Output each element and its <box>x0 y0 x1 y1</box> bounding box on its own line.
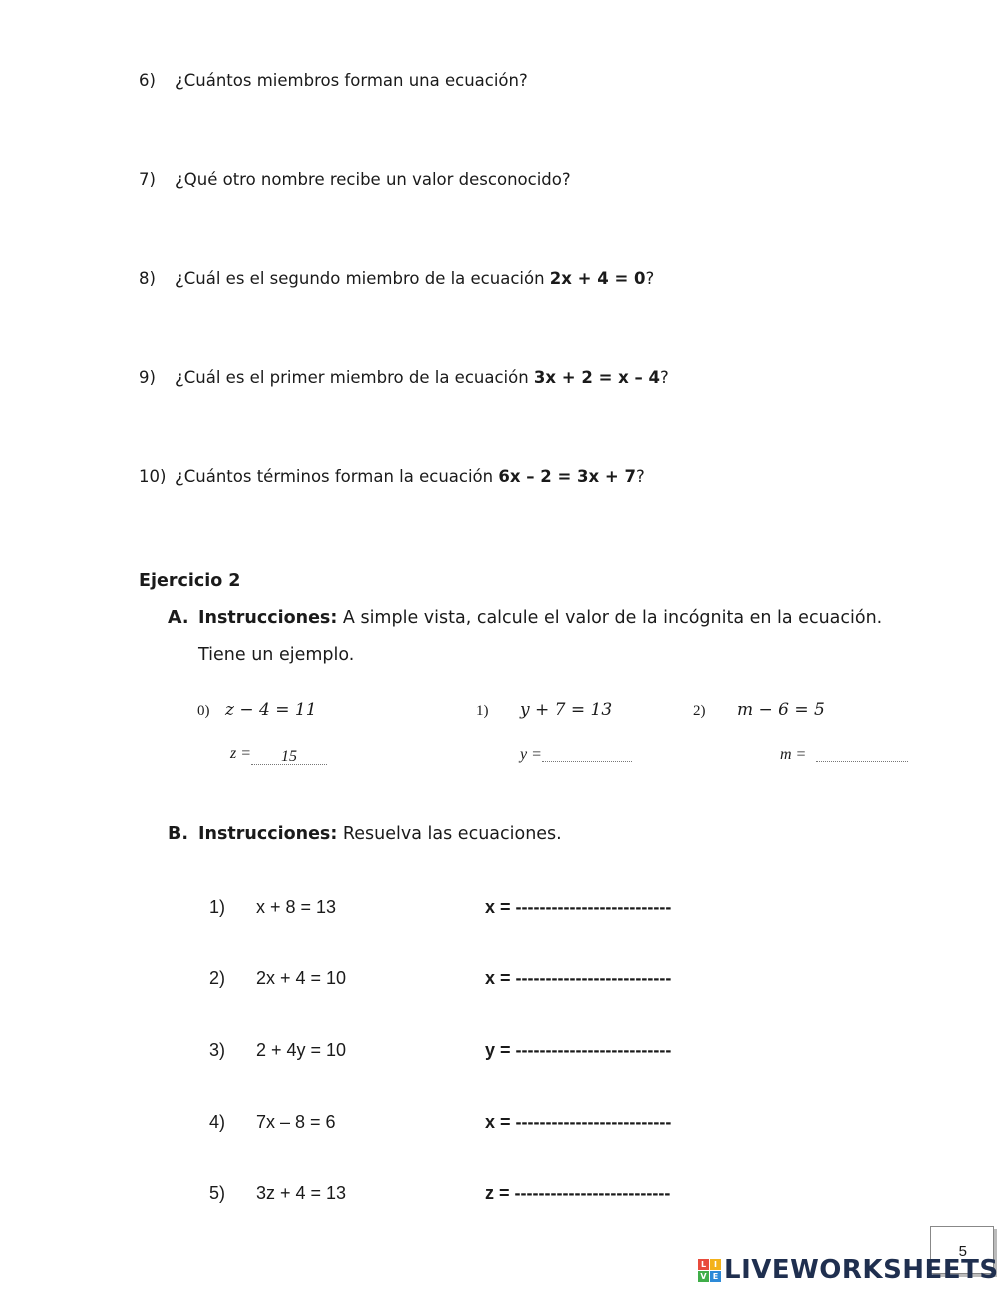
logo-cubes-icon <box>698 1259 721 1282</box>
example-equation: z − 4 = 11 <box>225 700 317 720</box>
question-text: ¿Qué otro nombre recibe un valor desconocido? <box>175 170 571 189</box>
answer-variable-label: z = <box>230 745 252 762</box>
equation-number: 1) <box>209 897 226 917</box>
question-number: 7) <box>139 170 156 189</box>
question-mark: ? <box>635 467 645 486</box>
equation-text: x + 8 = 13 <box>256 897 337 917</box>
question-text: ¿Cuál es el primer miembro de la ecuación <box>175 368 534 387</box>
logo-cube-l: L <box>698 1259 709 1270</box>
instructions-text-line2: Tiene un ejemplo. <box>198 645 355 665</box>
question-number: 6) <box>139 71 156 90</box>
question-equation: 2x + 4 = 0 <box>549 269 646 288</box>
question-number: 8) <box>139 269 156 288</box>
answer-line[interactable]: x = -------------------------- <box>485 1112 672 1132</box>
page-number: 5 <box>958 1243 967 1260</box>
instructions-letter: B. <box>168 824 188 844</box>
answer-variable-label: m = <box>780 746 807 763</box>
equation-number: 3) <box>209 1040 226 1060</box>
exercise-title: Ejercicio 2 <box>139 571 241 591</box>
question-equation: 3x + 2 = x – 4 <box>533 368 661 387</box>
question-equation: 6x – 2 = 3x + 7 <box>498 467 636 486</box>
logo-cube-i: I <box>710 1259 721 1270</box>
example-number: 1) <box>476 703 489 719</box>
equation-number: 4) <box>209 1112 226 1132</box>
answer-variable-label: y = <box>520 746 542 763</box>
question-mark: ? <box>645 269 655 288</box>
question-10 <box>139 467 645 487</box>
instructions-text: Resuelva las ecuaciones. <box>337 824 562 844</box>
question-7 <box>139 170 571 190</box>
instructions-a <box>168 600 882 674</box>
example-0 <box>197 700 317 720</box>
example-number: 0) <box>197 703 210 719</box>
equation-text: 3z + 4 = 13 <box>256 1183 347 1203</box>
example-answer-0 <box>230 745 327 765</box>
question-text: ¿Cuál es el segundo miembro de la ecuación <box>175 269 550 288</box>
equation-text: 2x + 4 = 10 <box>256 968 347 988</box>
equation-text: 2 + 4y = 10 <box>256 1040 347 1060</box>
example-1 <box>476 700 612 720</box>
instructions-b <box>168 816 562 853</box>
example-2 <box>693 700 825 720</box>
question-text: ¿Cuántos términos forman la ecuación <box>175 467 499 486</box>
answer-field[interactable] <box>542 745 632 762</box>
answer-line[interactable]: x = -------------------------- <box>485 968 672 988</box>
question-9 <box>139 368 669 388</box>
instructions-label: Instrucciones: <box>198 608 338 628</box>
answer-line[interactable]: z = -------------------------- <box>485 1183 671 1203</box>
example-answer-1 <box>520 745 632 764</box>
question-text: ¿Cuántos miembros forman una ecuación? <box>175 71 528 90</box>
question-number: 9) <box>139 368 156 387</box>
question-mark: ? <box>660 368 669 387</box>
equation-number: 2) <box>209 968 226 988</box>
example-number: 2) <box>693 703 706 719</box>
question-8 <box>139 269 654 289</box>
liveworksheets-logo <box>698 1257 999 1283</box>
example-equation: m − 6 = 5 <box>737 700 825 720</box>
equation-number: 5) <box>209 1183 226 1203</box>
instructions-text: A simple vista, calcule el valor de la incógnita en la ecuación. <box>337 608 883 628</box>
question-6 <box>139 71 528 91</box>
answer-line[interactable]: x = -------------------------- <box>485 897 672 917</box>
question-number: 10) <box>139 467 167 486</box>
instructions-label: Instrucciones: <box>198 824 338 844</box>
equation-text: 7x – 8 = 6 <box>256 1112 336 1132</box>
logo-cube-v: V <box>698 1271 709 1282</box>
answer-field[interactable] <box>816 745 908 762</box>
answer-field[interactable]: 15 <box>251 748 327 765</box>
answer-line[interactable]: y = -------------------------- <box>485 1040 672 1060</box>
instructions-letter: A. <box>168 608 189 628</box>
example-equation: y + 7 = 13 <box>520 700 613 720</box>
logo-wordmark: LIVEWORKSHEETS <box>724 1255 999 1285</box>
logo-cube-e: E <box>710 1271 721 1282</box>
example-answer-2 <box>780 745 908 764</box>
